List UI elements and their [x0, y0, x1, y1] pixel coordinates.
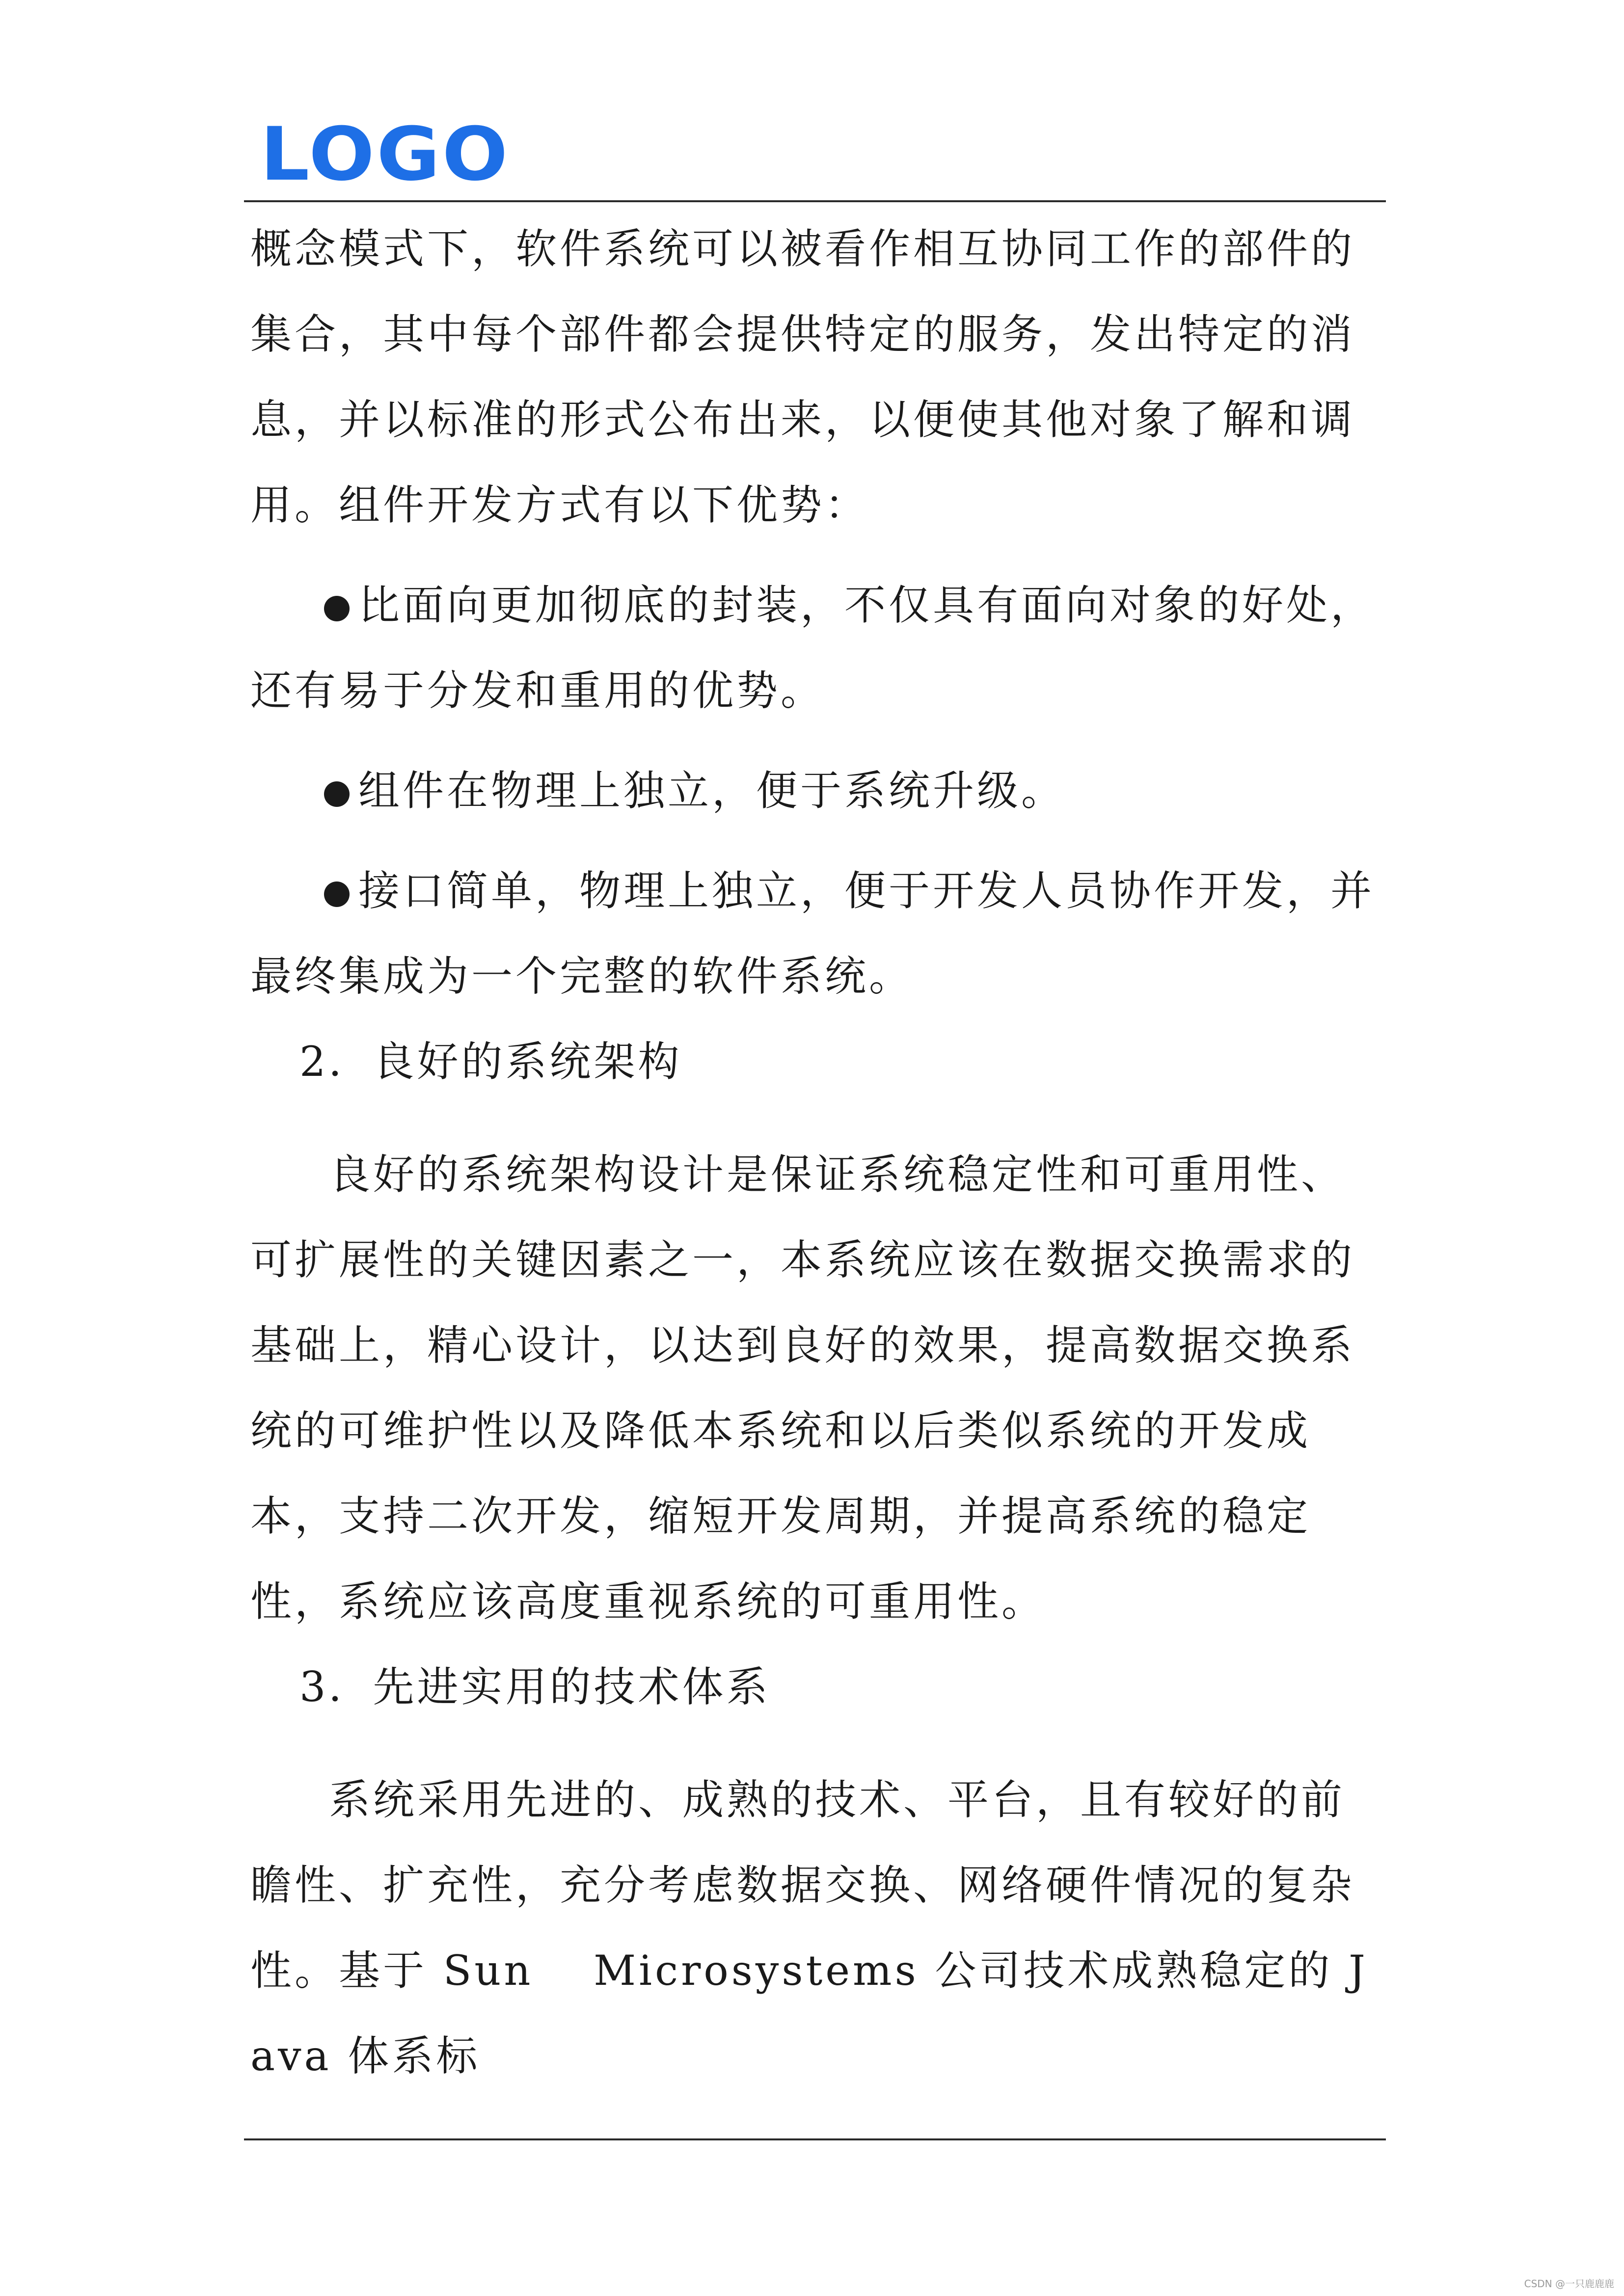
bullet-dot-icon: [324, 881, 350, 907]
logo-text: LOGO: [260, 112, 510, 197]
bullet-dot-icon: [324, 781, 350, 807]
footer-divider: [244, 2138, 1386, 2140]
document-body: [250, 206, 1384, 2099]
intro-paragraph: 概念模式下，软件系统可以被看作相互协同工作的部件的集合，其中每个部件都会提供特定的服务，发出特定的消息，并以标准的形式公布出来，以便使其他对象了解和调用。组件开发方式有以下优势：: [250, 225, 1355, 529]
bullet-text: 接口简单，物理上独立，便于开发人员协作开发，并最终集成为一个完整的软件系统。: [250, 867, 1375, 1000]
section-2-paragraph: 良好的系统架构设计是保证系统稳定性和可重用性、可扩展性的关键因素之一，本系统应该在数据交换需求的基础上，精心设计，以达到良好的效果，提高数据交换系统的可维护性以及降低本系统和以后类似系统的开发成本，支持二次开发，缩短开发周期，并提高系统的稳定性，系统应该高度重视系统的可重用性。: [250, 1150, 1355, 1626]
bullet-item: [250, 748, 1384, 833]
bullet-text: 比面向更加彻底的封装，不仅具有面向对象的好处，还有易于分发和重用的优势。: [250, 581, 1375, 715]
section-2-heading: 2．良好的系统架构: [299, 1038, 682, 1086]
bullet-item: [250, 848, 1384, 1019]
logo: [260, 112, 510, 197]
section-3-paragraph: 系统采用先进的、成熟的技术、平台，且有较好的前瞻性、扩充性，充分考虑数据交换、网络硬件情况的复杂性。基于 Sun Microsystems 公司技术成熟稳定的 Java 体系标: [250, 1776, 1368, 2080]
bullet-dot-icon: [324, 596, 350, 621]
header-divider: [244, 200, 1386, 202]
bullet-item: [250, 562, 1384, 733]
bullet-text: 组件在物理上独立，便于系统升级。: [358, 767, 1066, 815]
section-3-heading: 3．先进实用的技术体系: [299, 1663, 771, 1711]
watermark: CSDN @一只鹿鹿鹿: [1524, 2278, 1614, 2290]
